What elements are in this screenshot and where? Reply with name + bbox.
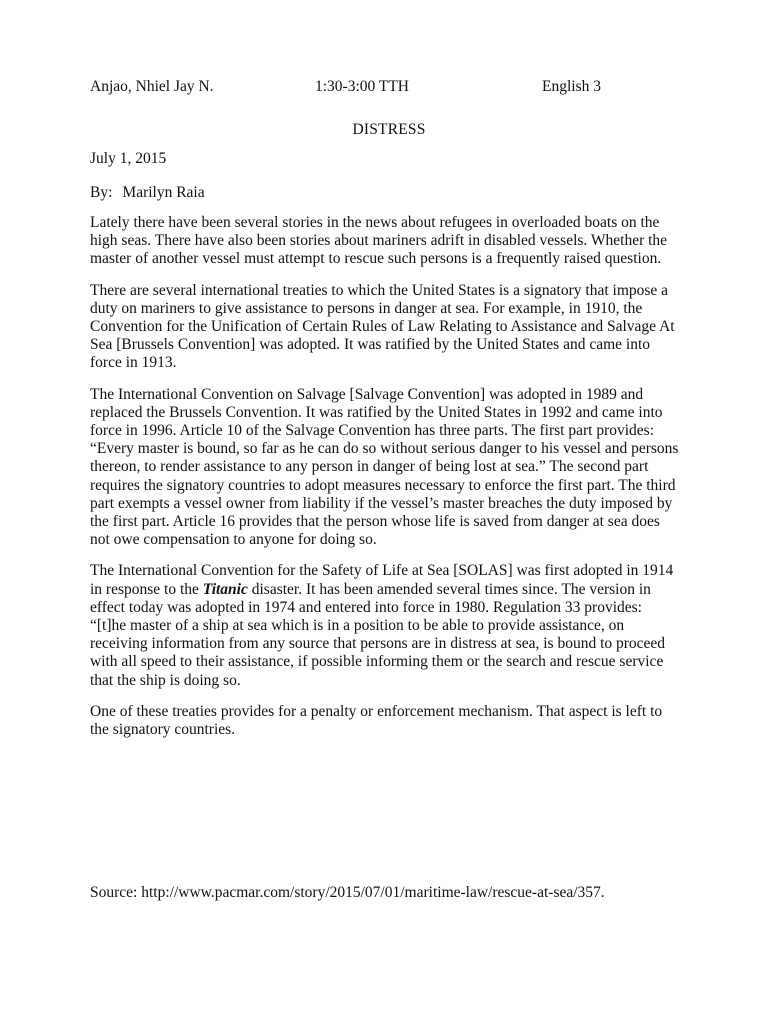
header-line xyxy=(90,78,690,98)
byline xyxy=(90,184,205,202)
author-name: Marilyn Raia xyxy=(122,184,205,201)
article-body xyxy=(90,214,680,752)
student-name: Anjao, Nhiel Jay N. xyxy=(90,78,214,95)
course-name: English 3 xyxy=(542,78,601,95)
ship-name-emphasis: Titanic xyxy=(202,580,248,598)
paragraph-4 xyxy=(90,562,680,689)
document-date: July 1, 2015 xyxy=(90,150,167,167)
byline-label: By: xyxy=(90,184,113,201)
paragraph-5: One of these treaties provides for a penalty or enforcement mechanism. That aspect is left to the signatory countries. xyxy=(90,702,663,739)
source-citation: Source: http://www.pacmar.com/story/2015/07/01/maritime-law/rescue-at-sea/357. xyxy=(90,884,605,901)
paragraph-3: The International Convention on Salvage [Salvage Convention] was adopted in 1989 and replaced the Brussels Convention. It was ratified by the United States in 1992 and came into force in 1996. Article 10 of the Salvage Convention has three parts. The first part provides: “Every master is bound, so far as he can do so without serious danger to his vessel and persons thereon, to render assistance to any person in danger of being lost at sea.” The second part requires the signatory countries to adopt measures necessary to enforce the first part. The third part exempts a vessel owner from liability if the vessel’s master breaches the duty imposed by the first part. Article 16 provides that the person whose life is saved from danger at sea does not owe compensation to anyone for doing so. xyxy=(90,385,679,549)
paragraph-1: Lately there have been several stories in the news about refugees in overloaded boats on the high seas. There have also been stories about mariners adrift in disabled vessels. Whether the master of another vessel must attempt to rescue such persons is a frequently raised question. xyxy=(90,214,668,268)
paragraph-2: There are several international treaties to which the United States is a signatory that impose a duty on mariners to give assistance to persons in danger at sea. For example, in 1910, the Convention for the Unification of Certain Rules of Law Relating to Assistance and Salvage At Sea [Brussels Convention] was adopted. It was ratified by the United States and came into force in 1913. xyxy=(90,281,675,372)
paragraph-4-part-1: The International Convention for the Safety of Life at Sea [SOLAS] was first adopted in 1914 in response to the xyxy=(90,562,674,598)
class-schedule: 1:30-3:00 TTH xyxy=(315,78,409,95)
paragraph-4-part-2: disaster. It has been amended several times since. The version in effect today was adopted in 1974 and entered into force in 1980. Regulation 33 provides: “[t]he master of a ship at sea which is in a position to be able to provide assistance, on receiving information from any source that persons are in distress at sea, is bound to proceed with all speed to their assistance, if possible informing them or the search and rescue service that the ship is doing so. xyxy=(90,580,666,689)
document-title: DISTRESS xyxy=(352,121,426,138)
